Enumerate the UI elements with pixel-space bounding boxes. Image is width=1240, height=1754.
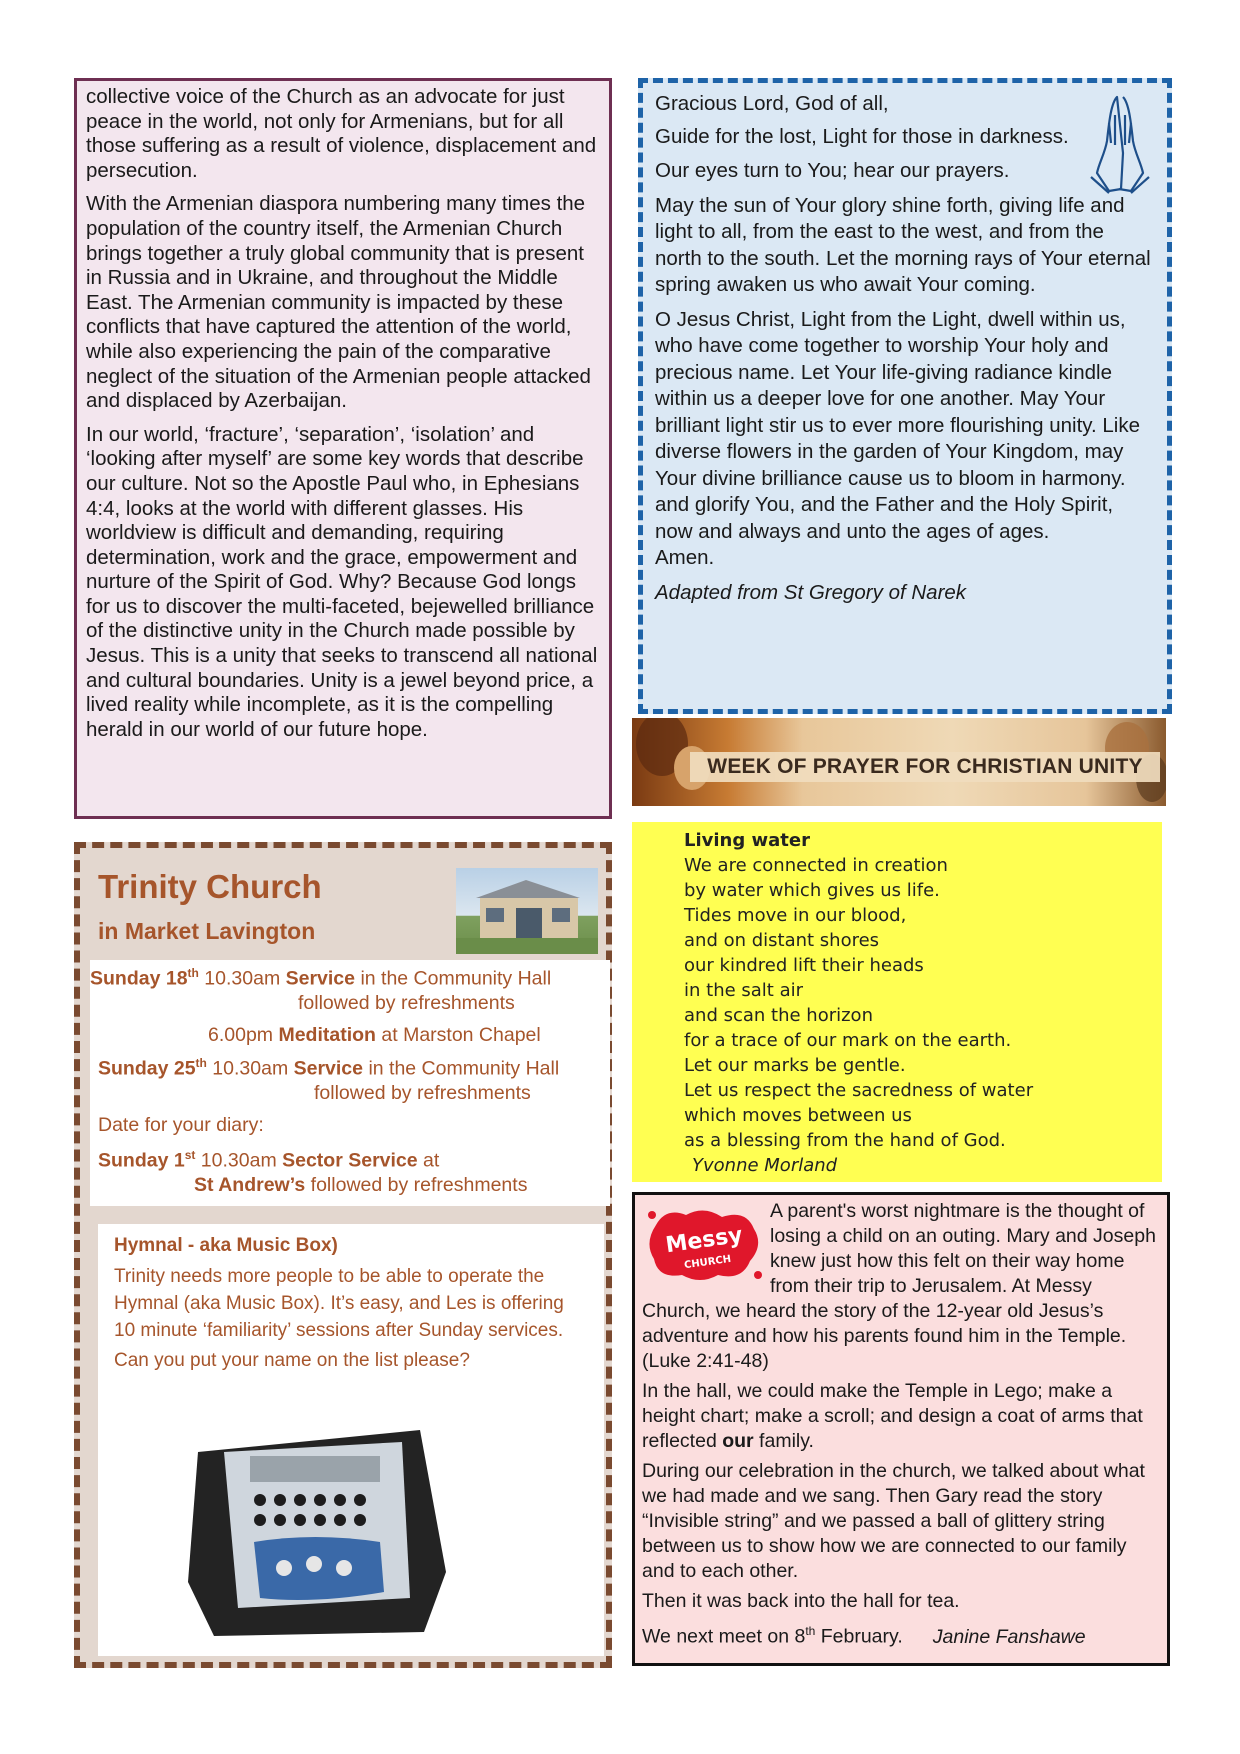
article-paragraph: collective voice of the Church as an advocate for just peace in the world, not only for Armenians, but for all those suffering as a result of violence, displacement and persecution.: [86, 85, 597, 182]
svg-text:CHURCH: CHURCH: [683, 1253, 732, 1272]
hymnal-ask: Can you put your name on the list please?: [114, 1350, 470, 1371]
armenian-article-box: [74, 78, 612, 819]
trinity-title: Trinity Church: [98, 868, 322, 905]
messy-signature: Janine Fanshawe: [932, 1625, 1086, 1648]
poem-line: We are connected in creation: [684, 855, 948, 876]
poem-line: which moves between us: [684, 1105, 912, 1126]
prayer-amen: Amen.: [655, 546, 715, 569]
poem-line: and on distant shores: [684, 930, 880, 951]
messy-paragraph: Then it was back into the hall for tea.: [642, 1590, 960, 1612]
article-paragraph: With the Armenian diaspora numbering many times the population of the country itself, the Armenian Church brings together a truly global community that is present in Russia and in Ukraine, and throughout the Middle East. The Armenian community is impacted by these conflicts that have captured the attention of the world, while also experiencing the pain of the comparative neglect of the situation of the Armenian people attacked and displaced by Azerbaijan.: [86, 192, 591, 413]
praying-hands-icon: [1087, 93, 1153, 197]
service-note: followed by refreshments: [314, 1082, 531, 1104]
living-water-poem-box: [632, 822, 1162, 1182]
hymnal-body: Trinity needs more people to be able to operate the Hymnal (aka Music Box). It’s easy, and Les is offering 10 minute ‘familiarity’ sessions after Sunday services.: [114, 1266, 564, 1341]
week-of-prayer-banner: [632, 718, 1166, 806]
trinity-subtitle: in Market Lavington: [98, 918, 316, 944]
music-box-device-image: [184, 1422, 450, 1644]
prayer-box: [638, 78, 1172, 714]
poem-line: Let us respect the sacredness of water: [684, 1080, 1034, 1101]
prayer-line: Guide for the lost, Light for those in darkness.: [655, 124, 1069, 148]
messy-paragraph: In the hall, we could make the Temple in Lego; make a height chart; make a scroll; and design a coat of arms that reflected our family.: [642, 1380, 1143, 1452]
prayer-line: Gracious Lord, God of all,: [655, 92, 889, 115]
hymnal-box: [98, 1224, 604, 1656]
service-item: 6.00pm Meditation at Marston Chapel: [208, 1024, 541, 1046]
prayer-line: May the sun of Your glory shine forth, giving life and light to all, from the east to the west, and from the north to the south. Let the morning rays of Your eternal spring awaken us who await Your coming.: [655, 193, 1151, 296]
messy-next-meeting: We next meet on 8th February. Janine Fanshawe: [642, 1624, 1086, 1648]
service-note: St Andrew’s followed by refreshments: [194, 1174, 528, 1196]
prayer-attribution: Adapted from St Gregory of Narek: [655, 580, 967, 604]
messy-paragraph: A parent's worst nightmare is the thought of losing a child on an outing. Mary and Joseph knew just how this felt on their way home from their trip to Jerusalem. At Messy Church, we heard the story of the 12-year old Jesus’s adventure and how his parents found him in the Temple. (Luke 2:41-48): [642, 1200, 1156, 1372]
poem-line: as a blessing from the hand of God.: [684, 1130, 1006, 1151]
poem-line: for a trace of our mark on the earth.: [684, 1030, 1012, 1051]
messy-church-logo: [646, 1205, 764, 1283]
poem-line: Let our marks be gentle.: [684, 1055, 906, 1076]
poem-line: by water which gives us life.: [684, 880, 940, 901]
service-item: Sunday 25th 10.30am Service in the Community Hall: [98, 1056, 560, 1080]
messy-paragraph: During our celebration in the church, we talked about what we had made and we sang. Then Gary read the story “Invisible string” and we passed a ball of glittery string between us to show how we are connected to our family and to each other.: [642, 1460, 1145, 1582]
messy-church-box: [632, 1192, 1170, 1666]
banner-title: WEEK OF PRAYER FOR CHRISTIAN UNITY: [690, 752, 1160, 782]
poem-author: Yvonne Morland: [692, 1155, 838, 1176]
church-building-photo: [456, 868, 598, 954]
poem-title: Living water: [684, 830, 810, 851]
trinity-church-box: [74, 842, 612, 1668]
poem-line: our kindred lift their heads: [684, 955, 924, 976]
prayer-line: Our eyes turn to You; hear our prayers.: [655, 159, 1010, 182]
service-item: Sunday 18th 10.30am Service in the Community Hall: [90, 966, 552, 990]
hymnal-title: Hymnal - aka Music Box): [114, 1235, 338, 1256]
poem-line: Tides move in our blood,: [684, 905, 907, 926]
church-building-image: [456, 868, 598, 954]
service-item: Sunday 1st 10.30am Sector Service at: [98, 1148, 440, 1172]
diary-label: Date for your diary:: [98, 1114, 264, 1136]
prayer-line: O Jesus Christ, Light from the Light, dwell within us, who have come together to worship Your holy and precious name. Let Your life-giving radiance kindle within us a deeper love for one another. May Your brilliant light stir us to ever more flourishing unity. Like diverse flowers in the garden of Your Kingdom, may Your divine brilliance cause us to bloom in harmony. and glorify You, and the Father and the Holy Spirit, now and always and unto the ages of ages.: [655, 307, 1140, 543]
poem-line: and scan the horizon: [684, 1005, 873, 1026]
svg-text:Messy: Messy: [664, 1222, 745, 1259]
article-paragraph: In our world, ‘fracture’, ‘separation’, ‘isolation’ and ‘looking after myself’ are some key words that describe our culture. Not so the Apostle Paul who, in Ephesians 4:4, looks at the world with different glasses. His worldview is difficult and demanding, requiring determination, work and the grace, empowerment and nurture of the Spirit of God. Why? Because God longs for us to discover the multi-faceted, bejewelled brilliance of the distinctive unity in the Church made possible by Jesus. This is a unity that seeks to transcend all national and cultural boundaries. Unity is a jewel beyond price, a lived reality while incomplete, as it is the compelling herald in our world of our future hope.: [86, 422, 598, 741]
services-list: [90, 960, 610, 1206]
poem-line: in the salt air: [684, 980, 804, 1001]
service-note: followed by refreshments: [298, 992, 515, 1014]
